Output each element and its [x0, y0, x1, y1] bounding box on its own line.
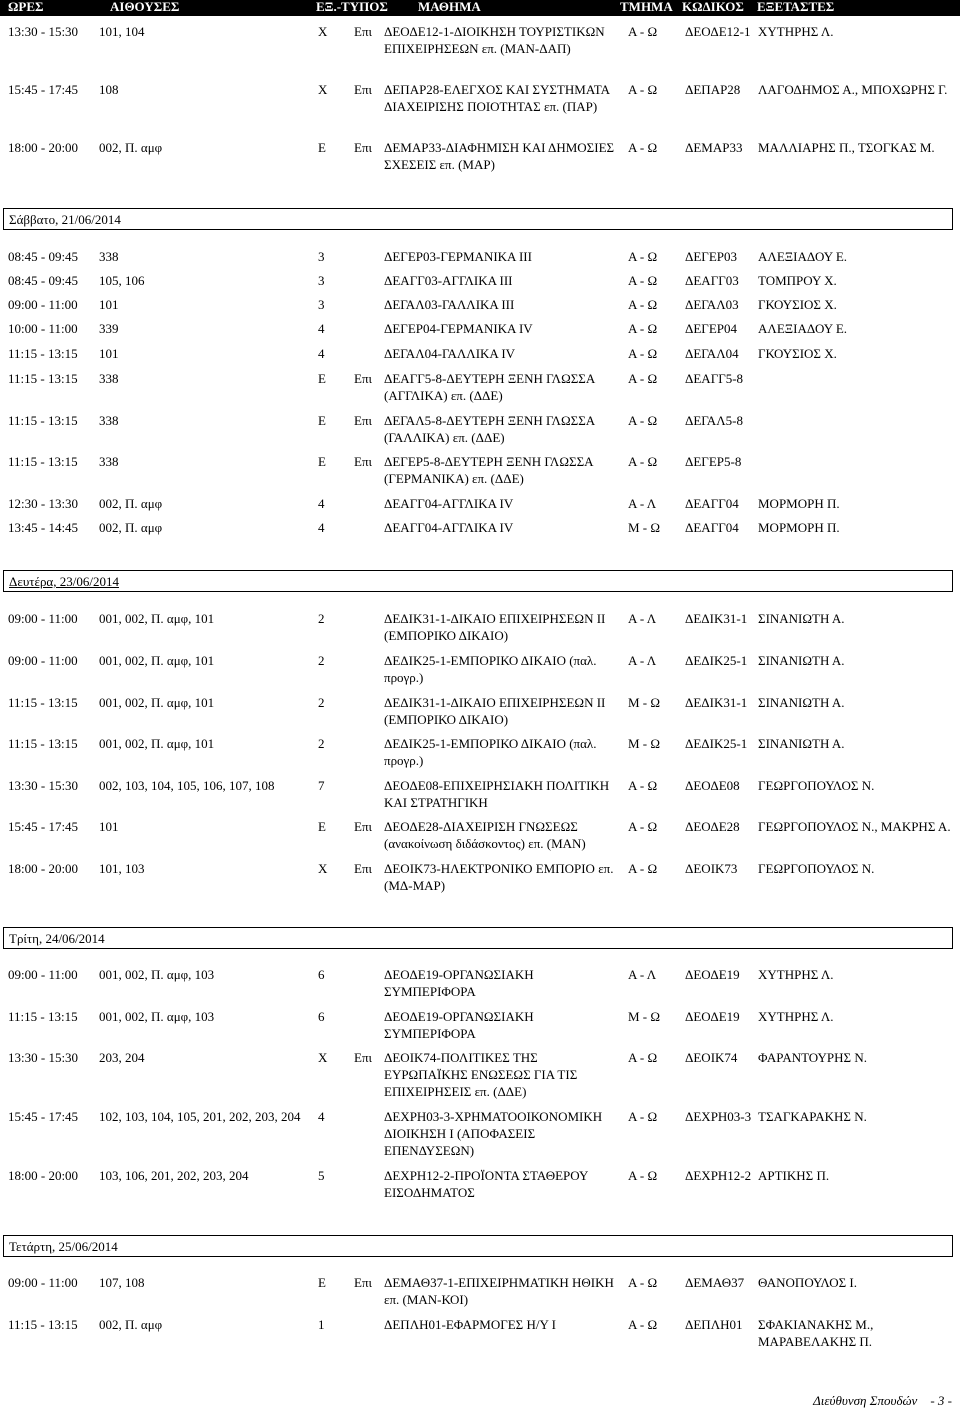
- row-examiners: ΤΟΜΠΡΟΥ Χ.: [758, 273, 837, 288]
- row-course: ΔΕΟΙΚ74-ΠΟΛΙΤΙΚΕΣ ΤΗΣ ΕΥΡΩΠΑΪΚΗΣ ΕΝΩΣΕΩΣ ΓΙΑ ΤΙΣ ΕΠΙΧΕΙΡΗΣΕΙΣ επ. (ΔΔΕ): [384, 1050, 578, 1099]
- row-type: Επι: [354, 371, 373, 386]
- row-examiners: ΜΑΛΛΙΑΡΗΣ Π., ΤΣΟΓΚΑΣ Μ.: [758, 140, 935, 155]
- header-code: ΚΩΔΙΚΟΣ: [682, 0, 744, 14]
- row-type: Επι: [354, 82, 373, 97]
- row-room: 101: [99, 297, 119, 312]
- row-semester: 1: [318, 1317, 325, 1332]
- row-dept: Α - Ω: [628, 273, 658, 288]
- table-header: [0, 0, 960, 16]
- row-dept: Μ - Ω: [628, 695, 661, 710]
- day-heading: [3, 208, 953, 230]
- row-time: 18:00 - 20:00: [8, 861, 79, 876]
- row-code: ΔΕΔΙΚ25-1: [685, 653, 748, 668]
- row-time: 18:00 - 20:00: [8, 1168, 79, 1183]
- row-dept: Α - Ω: [628, 321, 658, 336]
- row-semester: 3: [318, 297, 325, 312]
- row-course: ΔΕΓΕΡ04-ΓΕΡΜΑΝΙΚΑ IV: [384, 321, 533, 336]
- row-code: ΔΕΑΓΓ5-8: [685, 371, 744, 386]
- row-dept: Μ - Ω: [628, 736, 661, 751]
- row-room: 001, 002, Π. αμφ, 101: [99, 653, 215, 668]
- row-semester: Ε: [318, 140, 326, 155]
- row-examiners: ΣΙΝΑΝΙΩΤΗ Α.: [758, 653, 845, 668]
- row-code: ΔΕΟΙΚ73: [685, 861, 738, 876]
- row-type: Επι: [354, 454, 373, 469]
- day-title: Τρίτη, 24/06/2014: [9, 931, 105, 946]
- row-dept: Μ - Ω: [628, 1009, 661, 1024]
- row-room: 338: [99, 249, 119, 264]
- row-room: 002, Π. αμφ: [99, 140, 163, 155]
- row-semester: 4: [318, 520, 325, 535]
- row-semester: 6: [318, 1009, 325, 1024]
- row-dept: Α - Ω: [628, 297, 658, 312]
- row-time: 15:45 - 17:45: [8, 1109, 79, 1124]
- row-dept: Α - Ω: [628, 140, 658, 155]
- day-title: Δευτέρα, 23/06/2014: [9, 574, 119, 589]
- row-room: 102, 103, 104, 105, 201, 202, 203, 204: [99, 1109, 301, 1124]
- row-examiners: ΓΚΟΥΣΙΟΣ Χ.: [758, 346, 837, 361]
- row-examiners: ΧΥΤΗΡΗΣ Λ.: [758, 1009, 834, 1024]
- row-time: 10:00 - 11:00: [8, 321, 78, 336]
- header-room: ΑΙΘΟΥΣΕΣ: [110, 0, 180, 14]
- row-room: 101: [99, 346, 119, 361]
- row-course: ΔΕΟΔΕ28-ΔΙΑΧΕΙΡΙΣΗ ΓΝΩΣΕΩΣ (ανακοίνωση διδάσκοντος) επ. (ΜΑΝ): [384, 819, 586, 851]
- row-dept: Α - Ω: [628, 1275, 658, 1290]
- page-footer: [813, 1393, 952, 1409]
- row-dept: Α - Ω: [628, 1317, 658, 1332]
- row-room: 101: [99, 819, 119, 834]
- row-time: 13:30 - 15:30: [8, 778, 79, 793]
- row-code: ΔΕΠΑΡ28: [685, 82, 741, 97]
- row-time: 13:30 - 15:30: [8, 1050, 79, 1065]
- row-room: 338: [99, 413, 119, 428]
- row-dept: Α - Ω: [628, 82, 658, 97]
- row-code: ΔΕΓΕΡ5-8: [685, 454, 742, 469]
- row-code: ΔΕΟΔΕ19: [685, 967, 740, 982]
- row-semester: 2: [318, 736, 325, 751]
- row-course: ΔΕΓΕΡ03-ΓΕΡΜΑΝΙΚΑ ΙΙΙ: [384, 249, 532, 264]
- row-semester: Χ: [318, 1050, 328, 1065]
- row-time: 11:15 - 13:15: [8, 695, 78, 710]
- row-room: 001, 002, Π. αμφ, 101: [99, 736, 215, 751]
- row-code: ΔΕΓΕΡ04: [685, 321, 737, 336]
- row-course: ΔΕΔΙΚ25-1-ΕΜΠΟΡΙΚΟ ΔΙΚΑΙΟ (παλ. προγρ.): [384, 736, 597, 768]
- row-room: 103, 106, 201, 202, 203, 204: [99, 1168, 249, 1183]
- row-code: ΔΕΜΑΡ33: [685, 140, 743, 155]
- row-time: 18:00 - 20:00: [8, 140, 79, 155]
- row-course: ΔΕΓΑΛ04-ΓΑΛΛΙΚΑ IV: [384, 346, 516, 361]
- row-dept: Α - Ω: [628, 861, 658, 876]
- row-code: ΔΕΟΔΕ08: [685, 778, 740, 793]
- row-code: ΔΕΧΡΗ03-3: [685, 1109, 752, 1124]
- row-semester: Ε: [318, 413, 326, 428]
- row-dept: Α - Ω: [628, 371, 658, 386]
- day-title: Σάββατο, 21/06/2014: [9, 212, 121, 227]
- header-semester-type: ΕΞ.-ΤΥΠΟΣ: [316, 0, 388, 14]
- row-code: ΔΕΓΑΛ04: [685, 346, 739, 361]
- row-dept: Α - Ω: [628, 249, 658, 264]
- header-time: ΩΡΕΣ: [8, 0, 44, 14]
- row-dept: Α - Ω: [628, 1168, 658, 1183]
- row-time: 08:45 - 09:45: [8, 273, 79, 288]
- row-course: ΔΕΟΙΚ73-ΗΛΕΚΤΡΟΝΙΚΟ ΕΜΠΟΡΙΟ επ. (ΜΔ-ΜΑΡ): [384, 861, 614, 893]
- day-heading: [3, 927, 953, 949]
- row-semester: Χ: [318, 82, 328, 97]
- row-code: ΔΕΠΛΗ01: [685, 1317, 743, 1332]
- row-code: ΔΕΑΓΓ03: [685, 273, 739, 288]
- row-code: ΔΕΑΓΓ04: [685, 520, 739, 535]
- row-course: ΔΕΟΔΕ08-ΕΠΙΧΕΙΡΗΣΙΑΚΗ ΠΟΛΙΤΙΚΗ ΚΑΙ ΣΤΡΑΤΗΓΙΚΗ: [384, 778, 610, 810]
- row-time: 08:45 - 09:45: [8, 249, 79, 264]
- row-course: ΔΕΓΑΛ03-ΓΑΛΛΙΚΑ ΙΙΙ: [384, 297, 515, 312]
- row-semester: Ε: [318, 371, 326, 386]
- row-semester: Χ: [318, 861, 328, 876]
- row-time: 15:45 - 17:45: [8, 819, 79, 834]
- row-semester: 2: [318, 695, 325, 710]
- row-semester: Χ: [318, 24, 328, 39]
- header-dept: ΤΜΗΜΑ: [620, 0, 673, 14]
- row-code: ΔΕΔΙΚ31-1: [685, 611, 748, 626]
- row-room: 107, 108: [99, 1275, 145, 1290]
- row-examiners: ΓΚΟΥΣΙΟΣ Χ.: [758, 297, 837, 312]
- row-room: 108: [99, 82, 119, 97]
- row-time: 11:15 - 13:15: [8, 413, 78, 428]
- row-course: ΔΕΜΑΘ37-1-ΕΠΙΧΕΙΡΗΜΑΤΙΚΗ ΗΘΙΚΗ επ. (ΜΑΝ-ΚΟΙ): [384, 1275, 614, 1307]
- row-course: ΔΕΠΛΗ01-ΕΦΑΡΜΟΓΕΣ Η/Υ Ι: [384, 1317, 556, 1332]
- row-examiners: ΛΑΓΟΔΗΜΟΣ Α., ΜΠΟΧΩΡΗΣ Γ.: [758, 82, 948, 97]
- row-semester: 2: [318, 653, 325, 668]
- row-examiners: ΓΕΩΡΓΟΠΟΥΛΟΣ Ν.: [758, 861, 875, 876]
- row-room: 338: [99, 371, 119, 386]
- row-semester: Ε: [318, 819, 326, 834]
- row-dept: Α - Λ: [628, 496, 657, 511]
- row-room: 203, 204: [99, 1050, 145, 1065]
- row-type: Επι: [354, 413, 373, 428]
- row-semester: 4: [318, 1109, 325, 1124]
- row-examiners: ΑΛΕΞΙΑΔΟΥ Ε.: [758, 321, 848, 336]
- row-dept: Α - Λ: [628, 653, 657, 668]
- row-examiners: ΣΙΝΑΝΙΩΤΗ Α.: [758, 611, 845, 626]
- row-course: ΔΕΟΔΕ19-ΟΡΓΑΝΩΣΙΑΚΗ ΣΥΜΠΕΡΙΦΟΡΑ: [384, 967, 534, 999]
- row-code: ΔΕΓΑΛ03: [685, 297, 739, 312]
- row-time: 09:00 - 11:00: [8, 611, 78, 626]
- row-semester: 4: [318, 496, 325, 511]
- row-course: ΔΕΜΑΡ33-ΔΙΑΦΗΜΙΣΗ ΚΑΙ ΔΗΜΟΣΙΕΣ ΣΧΕΣΕΙΣ επ. (ΜΑΡ): [384, 140, 615, 172]
- row-type: Επι: [354, 819, 373, 834]
- row-examiners: ΣΦΑΚΙΑΝΑΚΗΣ Μ., ΜΑΡΑΒΕΛΑΚΗΣ Π.: [758, 1317, 874, 1349]
- row-time: 09:00 - 11:00: [8, 297, 78, 312]
- row-code: ΔΕΟΙΚ74: [685, 1050, 738, 1065]
- row-room: 338: [99, 454, 119, 469]
- row-code: ΔΕΑΓΓ04: [685, 496, 739, 511]
- row-course: ΔΕΧΡΗ03-3-ΧΡΗΜΑΤΟΟΙΚΟΝΟΜΙΚΗ ΔΙΟΙΚΗΣΗ Ι (ΑΠΟΦΑΣΕΙΣ ΕΠΕΝΔΥΣΕΩΝ): [384, 1109, 603, 1158]
- row-time: 09:00 - 11:00: [8, 967, 78, 982]
- row-examiners: ΑΛΕΞΙΑΔΟΥ Ε.: [758, 249, 848, 264]
- row-semester: 2: [318, 611, 325, 626]
- row-dept: Α - Ω: [628, 1050, 658, 1065]
- row-course: ΔΕΓΑΛ5-8-ΔΕΥΤΕΡΗ ΞΕΝΗ ΓΛΩΣΣΑ (ΓΑΛΛΙΚΑ) επ. (ΔΔΕ): [384, 413, 595, 445]
- row-room: 002, Π. αμφ: [99, 520, 163, 535]
- day-title: Τετάρτη, 25/06/2014: [9, 1239, 118, 1254]
- row-room: 002, Π. αμφ: [99, 496, 163, 511]
- row-time: 11:15 - 13:15: [8, 1009, 78, 1024]
- row-examiners: ΓΕΩΡΓΟΠΟΥΛΟΣ Ν.: [758, 778, 875, 793]
- row-examiners: ΤΣΑΓΚΑΡΑΚΗΣ Ν.: [758, 1109, 867, 1124]
- row-room: 105, 106: [99, 273, 145, 288]
- row-room: 002, Π. αμφ: [99, 1317, 163, 1332]
- row-code: ΔΕΓΑΛ5-8: [685, 413, 743, 428]
- row-time: 09:00 - 11:00: [8, 1275, 78, 1290]
- row-dept: Α - Ω: [628, 819, 658, 834]
- row-course: ΔΕΠΑΡ28-ΕΛΕΓΧΟΣ ΚΑΙ ΣΥΣΤΗΜΑΤΑ ΔΙΑΧΕΙΡΙΣΗΣ ΠΟΙΟΤΗΤΑΣ επ. (ΠΑΡ): [384, 82, 610, 114]
- row-time: 11:15 - 13:15: [8, 346, 78, 361]
- row-room: 001, 002, Π. αμφ, 103: [99, 1009, 215, 1024]
- header-course: ΜΑΘΗΜΑ: [418, 0, 481, 14]
- row-dept: Α - Ω: [628, 413, 658, 428]
- row-course: ΔΕΔΙΚ25-1-ΕΜΠΟΡΙΚΟ ΔΙΚΑΙΟ (παλ. προγρ.): [384, 653, 597, 685]
- row-dept: Α - Λ: [628, 611, 657, 626]
- row-code: ΔΕΟΔΕ19: [685, 1009, 740, 1024]
- row-semester: 3: [318, 273, 325, 288]
- row-code: ΔΕΓΕΡ03: [685, 249, 737, 264]
- row-room: 001, 002, Π. αμφ, 103: [99, 967, 215, 982]
- row-semester: 5: [318, 1168, 325, 1183]
- row-time: 12:30 - 13:30: [8, 496, 79, 511]
- row-semester: 7: [318, 778, 325, 793]
- row-room: 001, 002, Π. αμφ, 101: [99, 611, 215, 626]
- row-time: 09:00 - 11:00: [8, 653, 78, 668]
- row-semester: 3: [318, 249, 325, 264]
- row-semester: 4: [318, 346, 325, 361]
- row-dept: Α - Ω: [628, 778, 658, 793]
- row-type: Επι: [354, 24, 373, 39]
- row-course: ΔΕΔΙΚ31-1-ΔΙΚΑΙΟ ΕΠΙΧΕΙΡΗΣΕΩΝ ΙΙ (ΕΜΠΟΡΙΚΟ ΔΙΚΑΙΟ): [384, 611, 606, 643]
- row-examiners: ΜΟΡΜΟΡΗ Π.: [758, 520, 840, 535]
- row-examiners: ΣΙΝΑΝΙΩΤΗ Α.: [758, 736, 845, 751]
- row-semester: Ε: [318, 454, 326, 469]
- row-code: ΔΕΟΔΕ28: [685, 819, 740, 834]
- row-examiners: ΦΑΡΑΝΤΟΥΡΗΣ Ν.: [758, 1050, 868, 1065]
- row-code: ΔΕΔΙΚ25-1: [685, 736, 748, 751]
- row-code: ΔΕΔΙΚ31-1: [685, 695, 748, 710]
- row-dept: Α - Ω: [628, 24, 658, 39]
- row-semester: 4: [318, 321, 325, 336]
- row-room: 339: [99, 321, 119, 336]
- row-course: ΔΕΑΓΓ04-ΑΓΓΛΙΚΑ IV: [384, 520, 514, 535]
- day-heading: [3, 570, 953, 592]
- row-course: ΔΕΑΓΓ04-ΑΓΓΛΙΚΑ IV: [384, 496, 514, 511]
- row-examiners: ΧΥΤΗΡΗΣ Λ.: [758, 967, 834, 982]
- row-course: ΔΕΓΕΡ5-8-ΔΕΥΤΕΡΗ ΞΕΝΗ ΓΛΩΣΣΑ (ΓΕΡΜΑΝΙΚΑ) επ. (ΔΔΕ): [384, 454, 593, 486]
- row-time: 13:45 - 14:45: [8, 520, 79, 535]
- row-course: ΔΕΑΓΓ03-ΑΓΓΛΙΚΑ ΙΙΙ: [384, 273, 513, 288]
- row-time: 11:15 - 13:15: [8, 736, 78, 751]
- row-examiners: ΑΡΤΙΚΗΣ Π.: [758, 1168, 830, 1183]
- row-room: 001, 002, Π. αμφ, 101: [99, 695, 215, 710]
- row-room: 002, 103, 104, 105, 106, 107, 108: [99, 778, 275, 793]
- row-type: Επι: [354, 861, 373, 876]
- row-code: ΔΕΧΡΗ12-2: [685, 1168, 752, 1183]
- row-dept: Α - Ω: [628, 346, 658, 361]
- row-time: 11:15 - 13:15: [8, 1317, 78, 1332]
- row-time: 15:45 - 17:45: [8, 82, 79, 97]
- row-examiners: ΘΑΝΟΠΟΥΛΟΣ Ι.: [758, 1275, 857, 1290]
- row-code: ΔΕΟΔΕ12-1: [685, 24, 751, 39]
- row-examiners: ΜΟΡΜΟΡΗ Π.: [758, 496, 840, 511]
- row-dept: Α - Ω: [628, 1109, 658, 1124]
- page-number: - 3 -: [930, 1393, 952, 1408]
- row-dept: Μ - Ω: [628, 520, 661, 535]
- row-dept: Α - Ω: [628, 454, 658, 469]
- row-examiners: ΣΙΝΑΝΙΩΤΗ Α.: [758, 695, 845, 710]
- row-course: ΔΕΟΔΕ12-1-ΔΙΟΙΚΗΣΗ ΤΟΥΡΙΣΤΙΚΩΝ ΕΠΙΧΕΙΡΗΣΕΩΝ επ. (ΜΑΝ-ΔΑΠ): [384, 24, 605, 56]
- row-course: ΔΕΔΙΚ31-1-ΔΙΚΑΙΟ ΕΠΙΧΕΙΡΗΣΕΩΝ ΙΙ (ΕΜΠΟΡΙΚΟ ΔΙΚΑΙΟ): [384, 695, 606, 727]
- day-heading: [3, 1235, 953, 1257]
- row-course: ΔΕΑΓΓ5-8-ΔΕΥΤΕΡΗ ΞΕΝΗ ΓΛΩΣΣΑ (ΑΓΓΛΙΚΑ) επ. (ΔΔΕ): [384, 371, 595, 403]
- row-room: 101, 104: [99, 24, 145, 39]
- footer-text: Διεύθυνση Σπουδών: [813, 1393, 918, 1408]
- row-type: Επι: [354, 1050, 373, 1065]
- row-examiners: ΓΕΩΡΓΟΠΟΥΛΟΣ Ν., ΜΑΚΡΗΣ Α.: [758, 819, 951, 834]
- row-course: ΔΕΟΔΕ19-ΟΡΓΑΝΩΣΙΑΚΗ ΣΥΜΠΕΡΙΦΟΡΑ: [384, 1009, 534, 1041]
- row-time: 11:15 - 13:15: [8, 371, 78, 386]
- row-type: Επι: [354, 1275, 373, 1290]
- row-time: 13:30 - 15:30: [8, 24, 79, 39]
- row-type: Επι: [354, 140, 373, 155]
- row-dept: Α - Λ: [628, 967, 657, 982]
- row-semester: Ε: [318, 1275, 326, 1290]
- row-room: 101, 103: [99, 861, 145, 876]
- row-code: ΔΕΜΑΘ37: [685, 1275, 745, 1290]
- row-semester: 6: [318, 967, 325, 982]
- row-time: 11:15 - 13:15: [8, 454, 78, 469]
- row-course: ΔΕΧΡΗ12-2-ΠΡΟΪΟΝΤΑ ΣΤΑΘΕΡΟΥ ΕΙΣΟΔΗΜΑΤΟΣ: [384, 1168, 588, 1200]
- header-examiners: ΕΞΕΤΑΣΤΕΣ: [757, 0, 835, 14]
- row-examiners: ΧΥΤΗΡΗΣ Λ.: [758, 24, 834, 39]
